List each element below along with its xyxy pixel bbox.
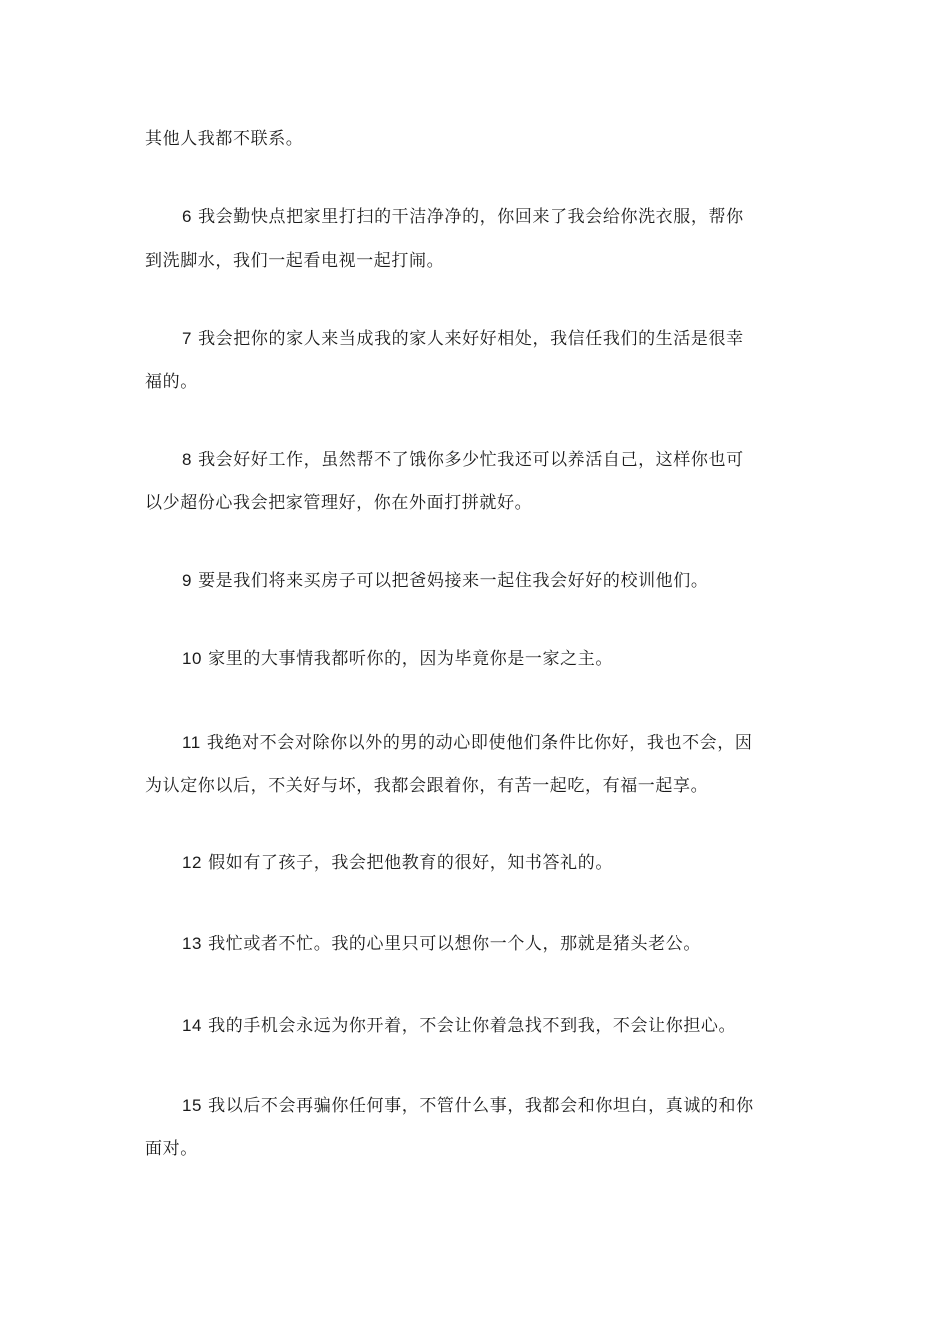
paragraph-7-line-1: 7 我会把你的家人来当成我的家人来好好相处，我信任我们的生活是很幸: [182, 329, 744, 349]
item-number: 10: [182, 649, 203, 668]
item-number: 9: [182, 571, 193, 590]
paragraph-14-line-1: 14 我的手机会永远为你开着，不会让你着急找不到我，不会让你担心。: [182, 1016, 737, 1036]
paragraph-10-line-1: 10 家里的大事情我都听你的，因为毕竟你是一家之主。: [182, 649, 613, 669]
item-number: 15: [182, 1096, 203, 1115]
paragraph-13-line-1: 13 我忙或者不忙。我的心里只可以想你一个人，那就是猪头老公。: [182, 934, 701, 954]
item-number: 12: [182, 853, 203, 872]
paragraph-11-line-2: 为认定你以后，不关好与坏，我都会跟着你，有苦一起吃，有福一起享。: [145, 776, 709, 796]
paragraph-15-line-1: 15 我以后不会再骗你任何事，不管什么事，我都会和你坦白，真诚的和你: [182, 1096, 754, 1116]
paragraph-7-line-2: 福的。: [145, 372, 198, 392]
item-number: 6: [182, 207, 193, 226]
item-number: 14: [182, 1016, 203, 1035]
item-number: 8: [182, 450, 193, 469]
paragraph-6-line-1: 6 我会勤快点把家里打扫的干洁净净的，你回来了我会给你洗衣服，帮你: [182, 207, 744, 227]
paragraph-9-line-1: 9 要是我们将来买房子可以把爸妈接来一起住我会好好的校训他们。: [182, 571, 709, 591]
paragraph-12-line-1: 12 假如有了孩子，我会把他教育的很好，知书答礼的。: [182, 853, 613, 873]
item-number: 13: [182, 934, 203, 953]
item-number: 11: [182, 733, 201, 752]
paragraph-6-line-2: 到洗脚水，我们一起看电视一起打闹。: [145, 251, 445, 271]
paragraph-8-line-1: 8 我会好好工作，虽然帮不了饿你多少忙我还可以养活自己，这样你也可: [182, 450, 744, 470]
paragraph-8-line-2: 以少超份心我会把家管理好，你在外面打拼就好。: [145, 493, 533, 513]
item-number: 7: [182, 329, 193, 348]
paragraph-11-line-1: 11 我绝对不会对除你以外的男的动心即使他们条件比你好，我也不会，因: [182, 733, 753, 753]
paragraph-5-line-2: 其他人我都不联系。: [145, 129, 304, 149]
paragraph-15-line-2: 面对。: [145, 1139, 198, 1159]
